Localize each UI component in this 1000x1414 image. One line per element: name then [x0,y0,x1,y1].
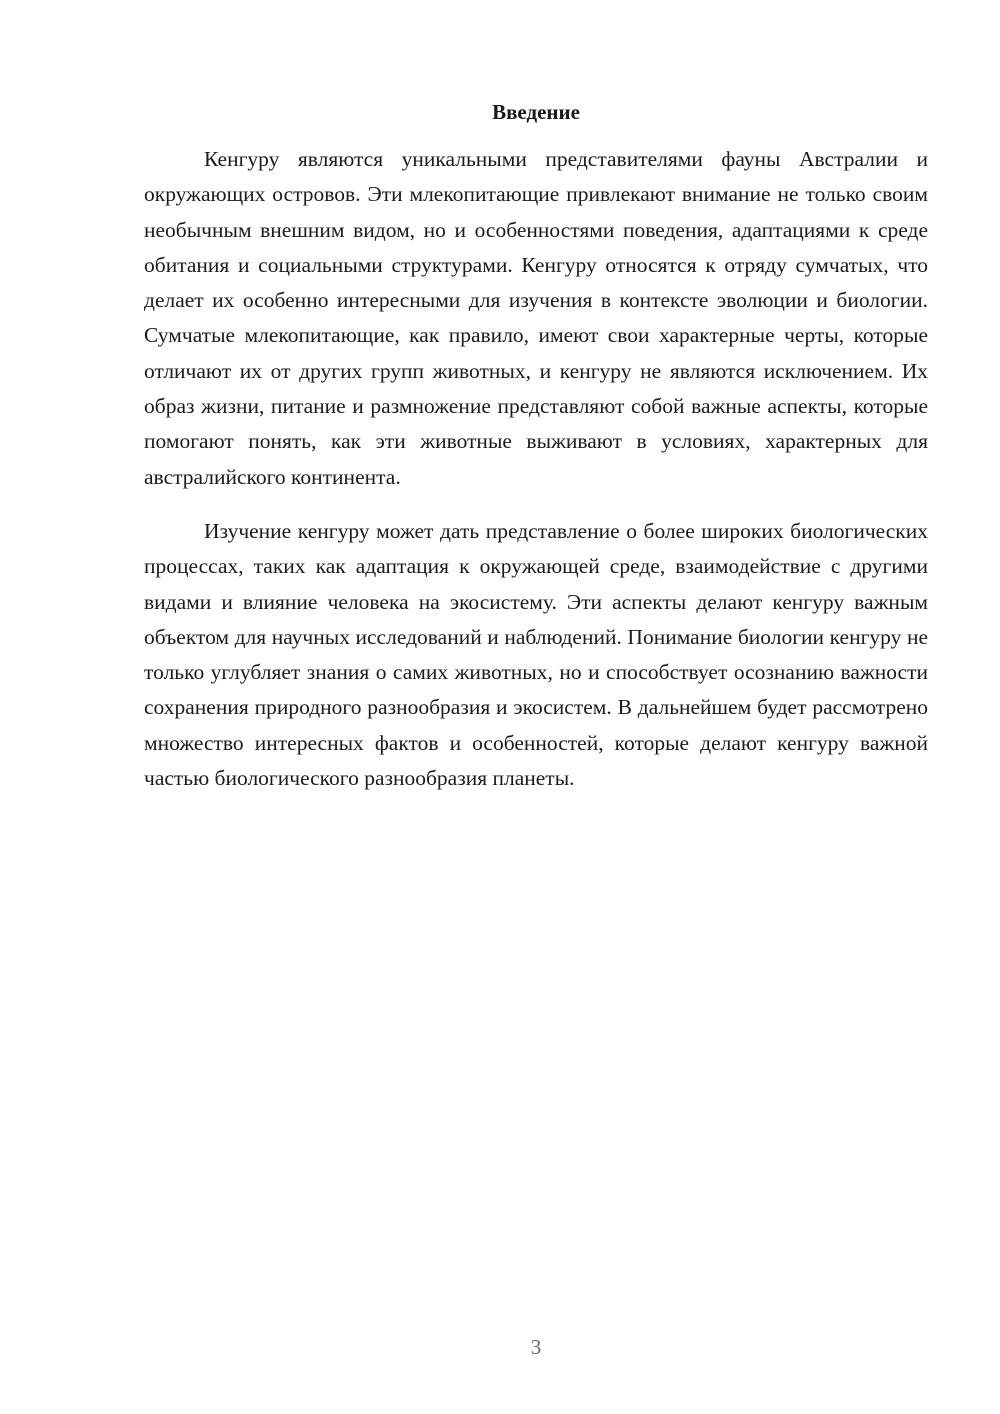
paragraph-2: Изучение кенгуру может дать представление о более широких биологических процессах, таких как адаптация к окружающей среде, взаимодействие с другими видами и влияние человека на экосистему. Эти аспекты делают кенгуру важным объектом для научных исследований и наблюдений. Понимание биологии кенгуру не только углубляет знания о самих животных, но и способствует осознанию важности сохранения природного разнообразия и экосистем. В дальнейшем будет рассмотрено множество интересных фактов и особенностей, которые делают кенгуру важной частью биологического разнообразия планеты. [144,518,928,791]
body-text [144,142,928,796]
page-number: 3 [530,1335,542,1359]
paragraph-1: Кенгуру являются уникальными представителями фауны Австралии и окружающих островов. Эти млекопитающие привлекают внимание не только своим необычным внешним видом, но и особенностями поведения, адаптациями к среде обитания и социальными структурами. Кенгуру относятся к отряду сумчатых, что делает их особенно интересными для изучения в контексте эволюции и биологии. Сумчатые млекопитающие, как правило, имеют свои характерные черты, которые отличают их от других групп животных, и кенгуру не являются исключением. Их образ жизни, питание и размножение представляют собой важные аспекты, которые помогают понять, как эти животные выживают в условиях, характерных для австралийского континента. [144,147,928,489]
section-heading: Введение [492,100,580,124]
